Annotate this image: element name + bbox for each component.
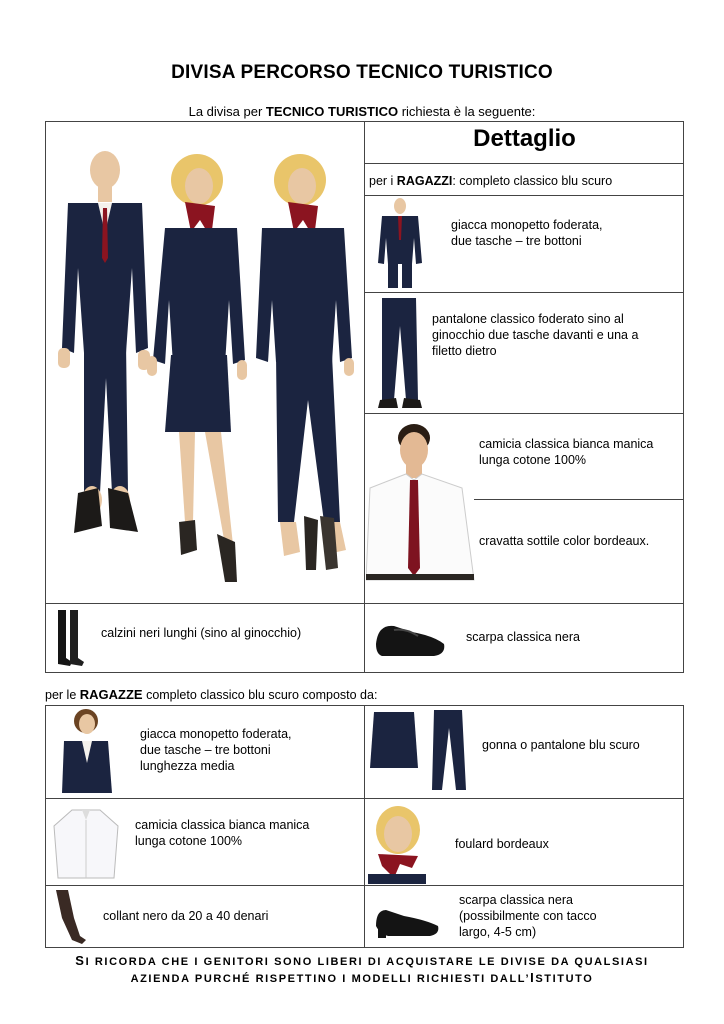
shirt-tie-icon (366, 418, 476, 587)
boys-trousers-line: ginocchio due tasche davanti e una a (432, 328, 639, 342)
boys-jacket-text (451, 217, 603, 249)
footer-text: I RICORDA CHE I GENITORI SONO LIBERI DI ACQUISTARE LE DIVISE DA QUALSIASI (85, 956, 649, 968)
boys-trousers-line: filetto dietro (432, 344, 497, 358)
boys-table-divider (364, 121, 365, 673)
boys-trousers-text (432, 311, 638, 359)
girls-foulard-text: foulard bordeaux (455, 837, 549, 851)
boys-shirt-line: lunga cotone 100% (479, 453, 587, 467)
row-divider (45, 885, 684, 886)
girls-shirt-line: lunga cotone 100% (135, 834, 243, 848)
footer-text: STITUTO (535, 973, 594, 985)
girls-jacket-line: due tasche – tre bottoni (140, 743, 271, 757)
loafer-shoe-icon (374, 618, 448, 665)
trousers-icon (374, 296, 426, 416)
row-divider (474, 499, 684, 500)
subtitle-bold: TECNICO TURISTICO (265, 104, 399, 119)
footer-initial: I (530, 970, 536, 985)
mannequin-female-skirt-icon (145, 150, 255, 595)
footer-line-2 (0, 970, 724, 985)
girls-shoes-text (459, 892, 597, 940)
row-divider (45, 798, 684, 799)
girls-shirt-line: camicia classica bianca manica (135, 818, 310, 832)
boys-shoes-text: scarpa classica nera (466, 630, 580, 644)
girls-tights-text: collant nero da 20 a 40 denari (103, 909, 269, 923)
girls-shirt-text (135, 817, 309, 849)
footer-text: AZIENDA PURCHÉ RISPETTINO I MODELLI RICHIESTI DALL’ (130, 973, 531, 985)
girls-intro-bold: RAGAZZE (79, 687, 143, 702)
girls-jacket-line: giacca monopetto foderata, (140, 727, 292, 741)
boys-tie-text: cravatta sottile color bordeaux. (479, 534, 650, 548)
mannequin-male-icon (48, 148, 158, 543)
girls-intro (45, 687, 377, 702)
subtitle-pre: La divisa per (188, 104, 266, 119)
boys-intro-post: : completo classico blu scuro (452, 174, 613, 188)
girls-jacket-line: lunghezza media (140, 759, 235, 773)
jacket-icon (374, 198, 426, 295)
boys-intro (369, 173, 612, 189)
row-divider (45, 603, 684, 604)
footer-initial: S (75, 953, 86, 968)
woman-jacket-icon (58, 709, 116, 802)
boys-socks-text: calzini neri lunghi (sino al ginocchio) (101, 626, 302, 640)
row-divider (364, 195, 684, 196)
girls-shoes-line: largo, 4-5 cm) (459, 925, 537, 939)
woman-foulard-icon (366, 802, 430, 889)
boys-jacket-line: due tasche – tre bottoni (451, 234, 582, 248)
girls-shoes-line: (possibilmente con tacco (459, 909, 597, 923)
girls-intro-post: completo classico blu scuro composto da: (142, 688, 378, 702)
skirt-and-trousers-icon (370, 708, 480, 803)
girls-table-divider (364, 705, 365, 948)
girls-shoes-line: scarpa classica nera (459, 893, 573, 907)
socks-icon (54, 608, 86, 673)
boys-jacket-line: giacca monopetto foderata, (451, 218, 603, 232)
girls-jacket-text (140, 726, 292, 774)
pump-shoe-icon (374, 896, 442, 945)
boys-trousers-line: pantalone classico foderato sino al (432, 312, 624, 326)
boys-shirt-line: camicia classica bianca manica (479, 437, 654, 451)
blouse-icon (52, 806, 120, 887)
page-subtitle (0, 104, 724, 119)
mannequin-female-trousers-icon (254, 150, 359, 580)
page-title: DIVISA PERCORSO TECNICO TURISTICO (171, 62, 553, 83)
boys-intro-bold: RAGAZZI (396, 174, 453, 188)
detail-heading: Dettaglio (473, 125, 576, 152)
girls-skirt-text: gonna o pantalone blu scuro (482, 738, 640, 752)
boys-shirt-text (479, 436, 653, 468)
girls-intro-pre: per le (45, 688, 80, 702)
row-divider (364, 163, 684, 164)
tights-leg-icon (50, 888, 90, 951)
subtitle-post: richiesta è la seguente: (398, 104, 536, 119)
boys-intro-pre: per i (369, 174, 397, 188)
footer-line-1 (0, 953, 724, 968)
